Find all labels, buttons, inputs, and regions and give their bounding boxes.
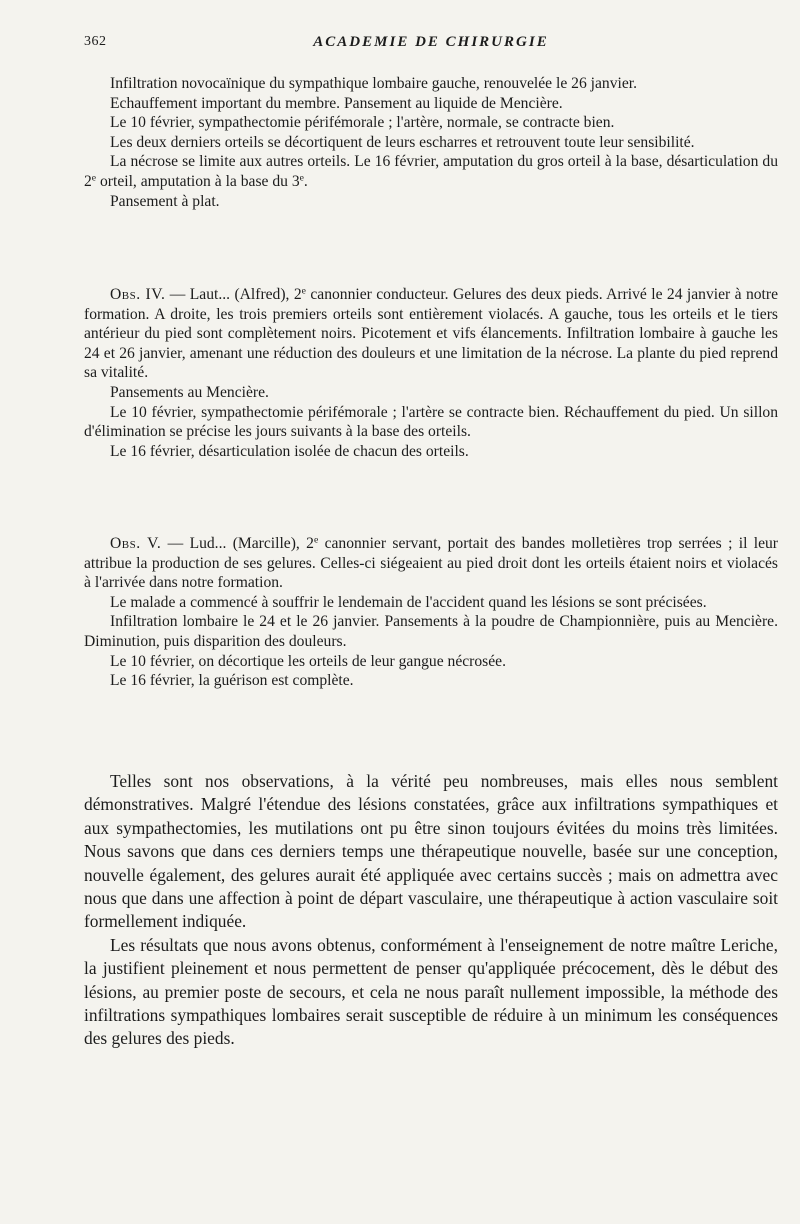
superscript: e: [313, 534, 319, 546]
observation-label: Obs. V.: [110, 535, 162, 552]
paragraph: Le 10 février, sympathectomie périfémorale ; l'artère se contracte bien. Réchauffement du pied. Un sillon d'élimination se précise les jours suivants à la base des orteils.: [84, 403, 778, 441]
paragraph: Les résultats que nous avons obtenus, conformément à l'enseignement de notre maître Leriche, la justifient pleinement et nous permettent de penser qu'appliquée précocement, dès le début des lésions, au premier poste de secours, et cela ne nous paraît nullement impossible, la méthode des infiltrations sympathiques lombaires serait susceptible de réduire à un minimum les conséquences des gelures des pieds.: [84, 934, 778, 1049]
paragraph: Les deux derniers orteils se décortiquent de leurs escharres et retrouvent toute leur sensibilité.: [110, 133, 695, 151]
observation-4: [84, 285, 778, 461]
observation-intro: [84, 285, 778, 383]
paragraph: Pansements au Mencière.: [110, 383, 269, 401]
superscript: e: [299, 172, 304, 184]
text: canonnier servant, portait des bandes molletières trop serrées ; il leur attribue la production de ses gelures. Celles-ci siégeaient au pied droit dont les orteils étaient noirs et violacés à l'arrivée dans notre formation.: [84, 535, 778, 592]
text: canonnier conducteur. Gelures des deux pieds. Arrivé le 24 janvier à notre formation. A droite, les trois premiers orteils sont entièrement violacés. A gauche, tous les orteils et le tiers antérieur du pied sont complètement noirs. Picotement et vifs élancements. Infiltration lombaire à gauche les 24 et 26 janvier, amenant une réduction des douleurs et une limitation de la nécrose. La plante du pied reprend sa vitalité.: [84, 286, 778, 382]
running-head: ACADEMIE DE CHIRURGIE: [313, 34, 549, 50]
paragraph: Le 16 février, la guérison est complète.: [110, 672, 354, 690]
text: .: [303, 172, 308, 190]
text: — Laut... (Alfred), 2: [165, 286, 302, 303]
conclusion: [84, 770, 778, 1051]
page-number: 362: [84, 34, 107, 49]
superscript: e: [91, 172, 97, 184]
paragraph: Le malade a commencé à souffrir le lendemain de l'accident quand les lésions se sont précisées.: [110, 593, 707, 611]
paragraph: Pansement à plat.: [110, 192, 220, 210]
paragraph: Le 10 février, sympathectomie périfémorale ; l'artère, normale, se contracte bien.: [110, 114, 615, 132]
paragraph: [84, 152, 778, 191]
text: orteil, amputation à la base du 3: [96, 172, 300, 190]
paragraph: Telles sont nos observations, à la vérité peu nombreuses, mais elles nous semblent démonstratives. Malgré l'étendue des lésions constatées, grâce aux infiltrations sympathiques et aux sympathectomies, les mutilations ont pu être sinon toujours évitées du moins très limitées. Nous savons que dans ces derniers temps une thérapeutique nouvelle, basée sur une conception, nouvelle également, des gelures aurait été appliquée avec certains succès ; mais on admettra avec nous que dans une affection à point de départ vasculaire, une thérapeutique à action vasculaire soit formellement indiquée.: [84, 771, 778, 932]
page-header: [84, 34, 778, 54]
paragraph: Le 10 février, on décortique les orteils de leur gangue nécrosée.: [110, 652, 506, 670]
observation-intro: [84, 534, 778, 593]
paragraph: Infiltration novocaïnique du sympathique lombaire gauche, renouvelée le 26 janvier.: [110, 75, 637, 92]
observation-label: Obs. IV.: [110, 286, 166, 303]
observation-5: [84, 534, 778, 691]
text: La nécrose se limite aux autres orteils. Le 16 février, amputation du gros orteil à la base, désarticulation du 2: [84, 153, 778, 190]
paragraph: Le 16 février, désarticulation isolée de chacun des orteils.: [110, 442, 469, 460]
text: — Lud... (Marcille), 2: [161, 535, 314, 552]
paragraph: Infiltration lombaire le 24 et le 26 janvier. Pansements à la poudre de Championnière, puis au Mencière. Diminution, puis disparition des douleurs.: [84, 613, 778, 650]
superscript: e: [301, 285, 306, 297]
paragraph: Echauffement important du membre. Pansement au liquide de Mencière.: [110, 94, 563, 112]
observation-continued: [84, 74, 778, 211]
